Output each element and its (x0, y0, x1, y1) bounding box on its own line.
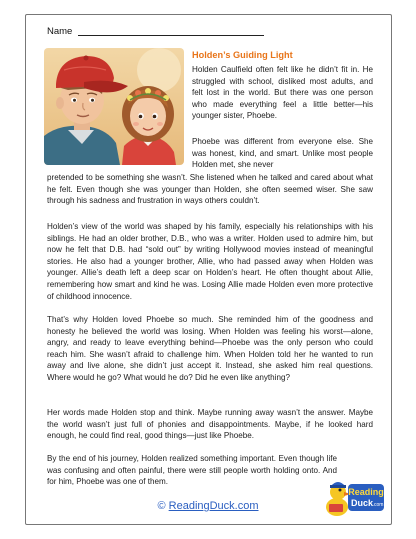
paragraph-2-start: Phoebe was different from everyone else. She was honest, kind, and smart. Unlike most people Holden met, she never (192, 137, 373, 170)
reading-duck-logo (324, 474, 386, 518)
story-title: Holden’s Guiding Light (192, 50, 293, 60)
name-label: Name (47, 26, 73, 37)
copyright-symbol: © (157, 500, 166, 512)
duck-logo-icon (324, 474, 386, 518)
story-illustration (44, 48, 184, 165)
paragraph-5: Her words made Holden stop and think. Maybe running away wasn’t the answer. Maybe the world wasn’t just full of phonies and disappointments. Maybe, if he looked hard enough, he could find real, good things—just like Phoebe. (47, 408, 373, 441)
logo-text-duck: Duck (350, 498, 374, 508)
logo-text-com: .com (372, 502, 384, 508)
paragraph-2-continued: pretended to be something she wasn’t. She listened when he talked and cared about what he felt. Even though she was younger than Holden, she often seemed wiser. She saw through his sadness and frustration in ways others couldn’t. (47, 173, 373, 206)
name-line[interactable] (78, 35, 264, 36)
paragraph-6: By the end of his journey, Holden realized something important. Even though life was confusing and often painful, there were still people worth holding onto. And for him, Phoebe was one of them. (47, 454, 337, 487)
site-link[interactable]: ReadingDuck.com (168, 500, 259, 512)
holden-phoebe-illustration (44, 48, 184, 165)
paragraph-4: That’s why Holden loved Phoebe so much. She reminded him of the goodness and honesty he believed the world was losing. When Holden was feeling his worst—alone, angry, and ready to leave everything behind—Phoebe was the only person who could reach him. She wasn’t afraid to challenge him. When Holden told her he wanted to run away and live alone, she didn’t just accept it. Instead, she asked him real questions. Where would he go? What would he do? Did he even like anything? (47, 315, 373, 382)
paragraph-3: Holden’s view of the world was shaped by his family, especially his relationships with his siblings. He had an older brother, D.B., who was a writer. Holden used to admire him, but now he felt that D.B. had “sold out” by writing Hollywood movies instead of meaningful stories. He also had a younger brother, Allie, who had passed away when Holden was younger. Allie’s death left a deep scar on Holden’s heart. He often thought about Allie, remembering how smart and kind he was. Losing Allie made Holden even more protective of childhood innocence. (47, 222, 373, 301)
paragraph-1: Holden Caulfield often felt like he didn’t fit in. He struggled with school, disliked most adults, and felt lost in the world. But there was one person who made everything feel a little better—his younger sister, Phoebe. (192, 65, 373, 121)
logo-text-reading: Reading (348, 487, 384, 497)
